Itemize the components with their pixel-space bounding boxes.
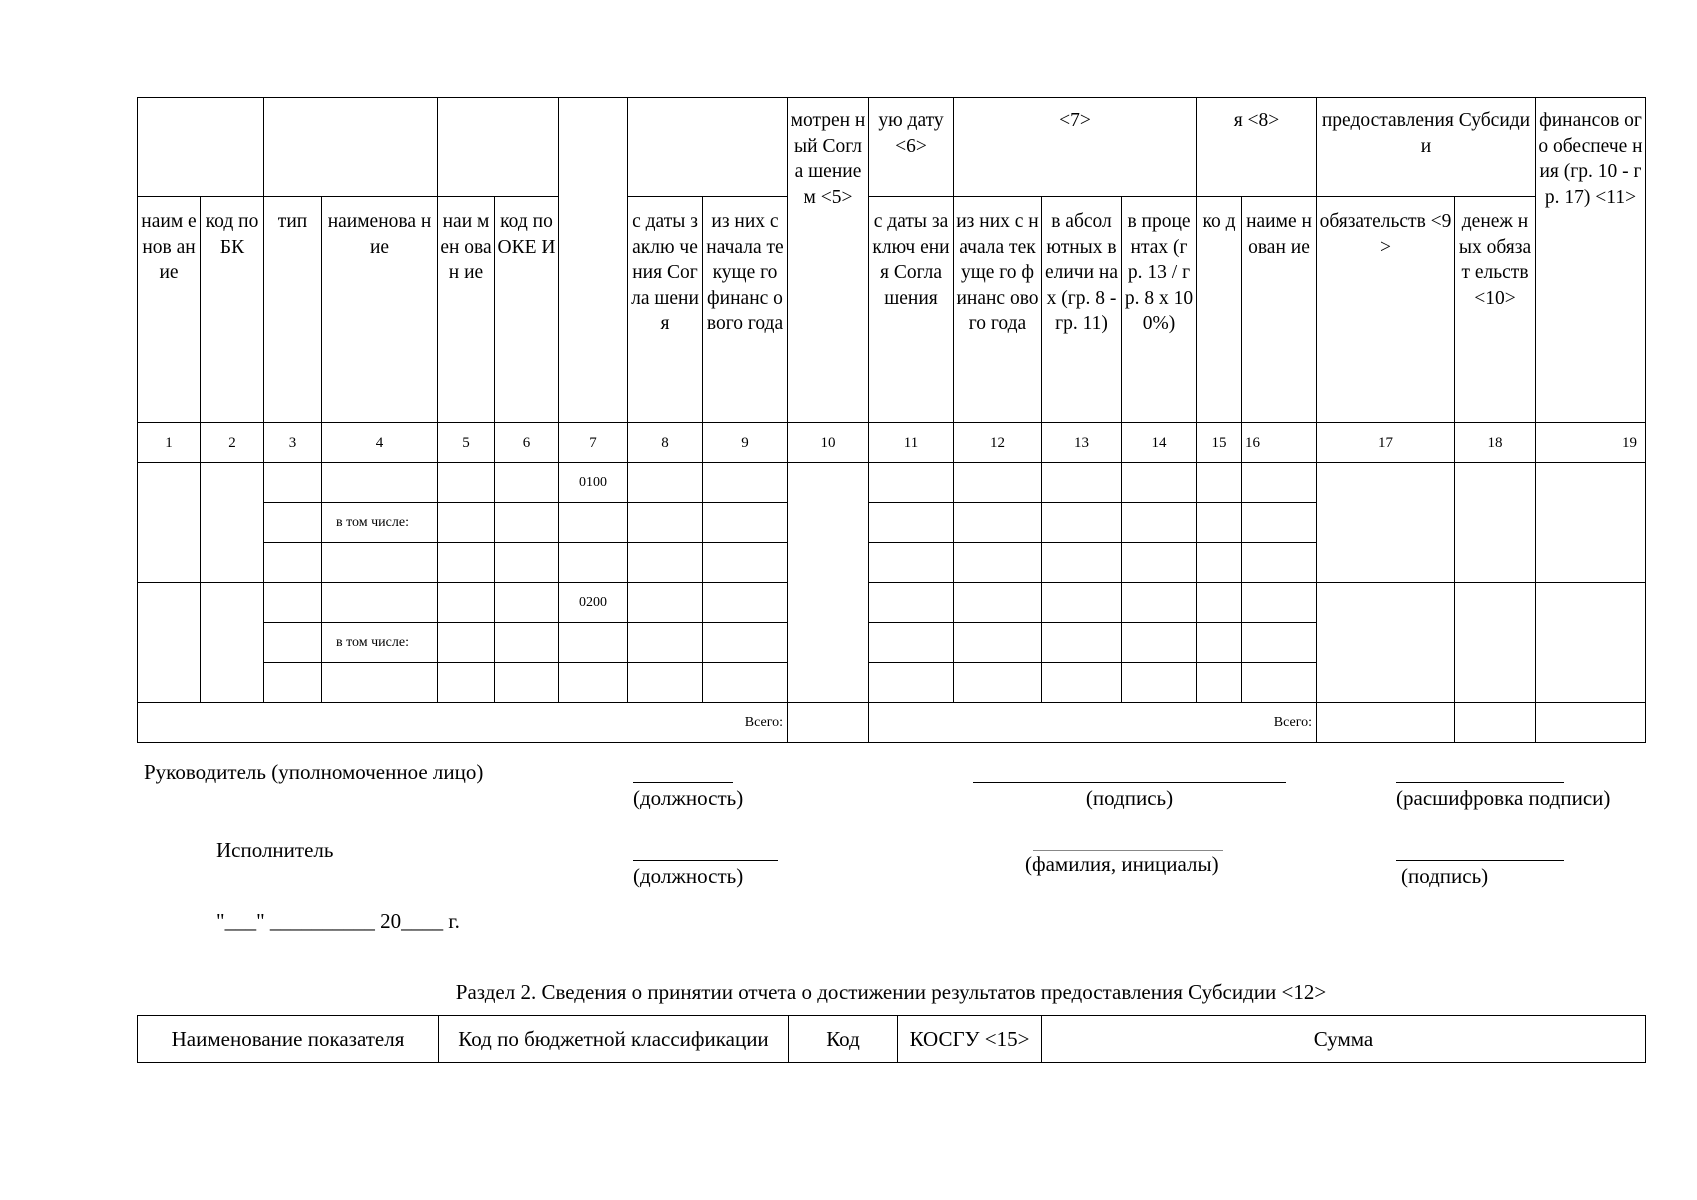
col-number: 12 xyxy=(954,423,1042,463)
signature-caption: (подпись) xyxy=(1085,786,1174,810)
head-label: Руководитель (уполномоченное лицо) xyxy=(144,760,484,784)
position-caption: (должность) xyxy=(633,786,744,810)
signature2-line xyxy=(1396,860,1564,861)
col-number: 10 xyxy=(788,423,869,463)
col-number: 1 xyxy=(138,423,201,463)
table-row xyxy=(138,463,1646,503)
section2-header-row xyxy=(138,1016,1646,1063)
including-label: в том числе: xyxy=(322,623,438,663)
header-col-18: денеж ных обязат ельств <10> xyxy=(1455,197,1536,423)
header-col-8: с даты заклю чения Согла шения xyxy=(628,197,703,423)
signature2-caption: (подпись) xyxy=(1401,864,1489,888)
decoding-caption: (расшифровка подписи) xyxy=(1396,786,1611,810)
header-col-12-14-top: <7> xyxy=(954,98,1197,197)
col-number: 3 xyxy=(264,423,322,463)
col-number: 6 xyxy=(495,423,559,463)
header-col-19: финансов ого обеспече ния (гр. 10 - гр. 17) <11> xyxy=(1536,98,1646,423)
section2-col-code: Код xyxy=(789,1016,898,1063)
section2-col-name: Наименование показателя xyxy=(138,1016,439,1063)
col-number: 14 xyxy=(1122,423,1197,463)
col-number: 18 xyxy=(1455,423,1536,463)
decoding-line xyxy=(1396,782,1564,783)
header-col-11-top: ую дату <6> xyxy=(869,98,954,197)
header-col-11: с даты заключ ения Согла шения xyxy=(869,197,954,423)
totals-row xyxy=(138,703,1646,743)
header-col-13: в абсол ютных величи нах (гр. 8 - гр. 11) xyxy=(1042,197,1122,423)
col-number: 17 xyxy=(1317,423,1455,463)
col-number: 8 xyxy=(628,423,703,463)
header-row-2 xyxy=(138,197,1646,423)
date-line: "___" __________ 20____ г. xyxy=(216,909,460,933)
header-col-2: код по БК xyxy=(201,197,264,423)
header-cell xyxy=(138,98,264,197)
col-number: 16 xyxy=(1242,423,1317,463)
header-col-14: в проце нтах (гр. 13 / гр. 8 x 100%) xyxy=(1122,197,1197,423)
col-number: 13 xyxy=(1042,423,1122,463)
col-number: 9 xyxy=(703,423,788,463)
header-col-10: мотрен ный Согла шение м <5> xyxy=(788,98,869,423)
name-initials-caption: (фамилия, инициалы) xyxy=(1025,852,1219,876)
header-cell xyxy=(264,98,438,197)
signature-line xyxy=(973,782,1286,783)
section2-col-bk: Код по бюджетной классификации xyxy=(439,1016,789,1063)
header-col-12: из них с начала текуще го финанс ового года xyxy=(954,197,1042,423)
section2-col-sum: Сумма xyxy=(1042,1016,1646,1063)
col-number: 5 xyxy=(438,423,495,463)
table-row xyxy=(138,583,1646,623)
header-col-1: наим енов ание xyxy=(138,197,201,423)
col-number: 2 xyxy=(201,423,264,463)
row-code: 0100 xyxy=(559,463,628,503)
header-cell xyxy=(628,98,788,197)
header-col-4: наименова ние xyxy=(322,197,438,423)
header-col-3: тип xyxy=(264,197,322,423)
section2-col-kosgu: КОСГУ <15> xyxy=(898,1016,1042,1063)
header-row-1 xyxy=(138,98,1646,197)
col-number: 4 xyxy=(322,423,438,463)
col-number: 15 xyxy=(1197,423,1242,463)
section2-table xyxy=(137,1015,1646,1063)
header-cell xyxy=(438,98,559,197)
header-cell xyxy=(559,98,628,423)
col-number: 11 xyxy=(869,423,954,463)
header-col-15-16-top: я <8> xyxy=(1197,98,1317,197)
position2-caption: (должность) xyxy=(633,864,744,888)
header-col-5: наи мен ован ие xyxy=(438,197,495,423)
total-label-left: Всего: xyxy=(138,703,788,743)
col-number: 7 xyxy=(559,423,628,463)
executor-label: Исполнитель xyxy=(216,838,334,862)
column-numbers-row xyxy=(138,423,1646,463)
position2-line xyxy=(633,860,778,861)
row-code: 0200 xyxy=(559,583,628,623)
report-table xyxy=(137,97,1646,743)
section2-title: Раздел 2. Сведения о принятии отчета о достижении результатов предоставления Субсидии <12> xyxy=(455,980,1327,1004)
total-label-right: Всего: xyxy=(869,703,1317,743)
col-number: 19 xyxy=(1536,423,1646,463)
header-col-9: из них с начала текуще го финанс ового года xyxy=(703,197,788,423)
position-line xyxy=(633,782,733,783)
header-col-15: ко д xyxy=(1197,197,1242,423)
header-col-17: обязательств <9> xyxy=(1317,197,1455,423)
header-col-17-18-top: предоставления Субсидии xyxy=(1317,98,1536,197)
header-col-6: код по ОКЕ И xyxy=(495,197,559,423)
header-col-16: наиме нован ие xyxy=(1242,197,1317,423)
including-label: в том числе: xyxy=(322,503,438,543)
name-line xyxy=(1033,850,1223,851)
